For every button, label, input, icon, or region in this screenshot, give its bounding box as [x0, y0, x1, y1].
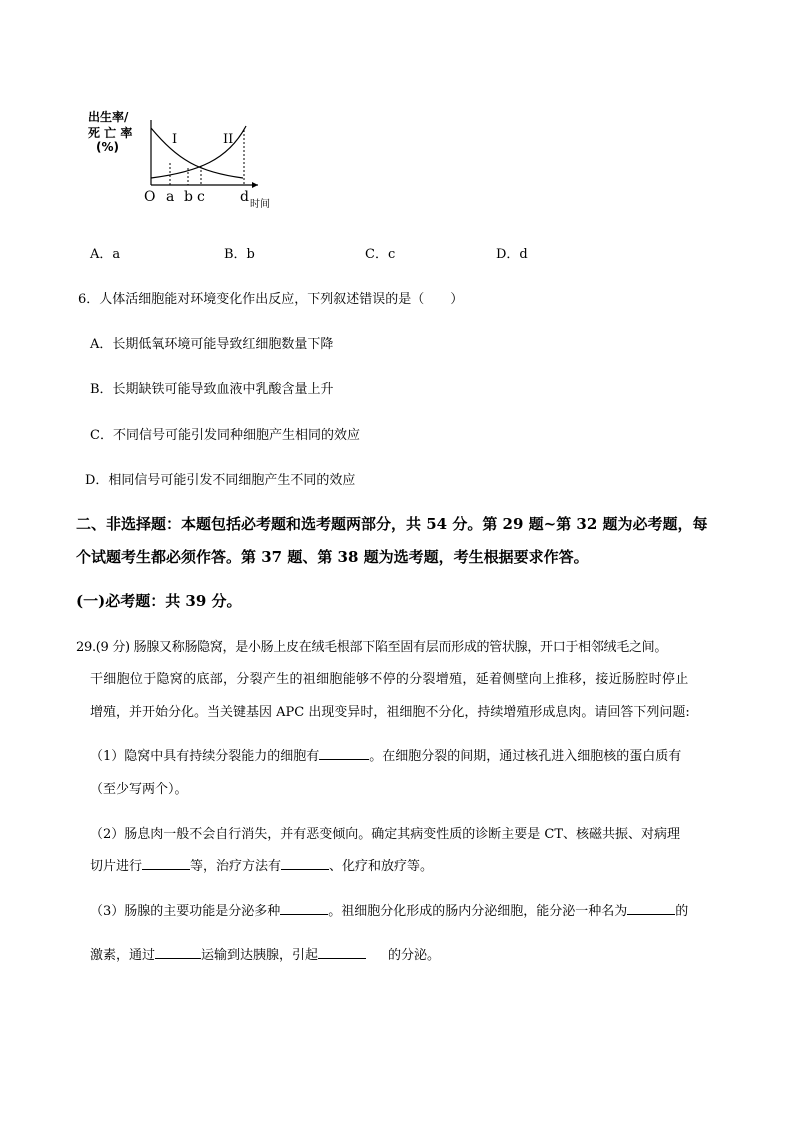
q6-option-a: A．长期低氧环境可能导致红细胞数量下降 [90, 337, 334, 352]
q29-part3-line1 [90, 900, 688, 919]
answer-blank[interactable] [155, 945, 201, 959]
q29-p3-text-e: 运输到达胰腺，引起 [201, 948, 319, 963]
graph-y-label-line3: (%) [96, 140, 119, 154]
q29-p3-text-c: 的 [675, 904, 689, 919]
q29-p1-text-b: 。在细胞分裂的间期，通过核孔进入细胞核的蛋白质有 [369, 749, 682, 764]
q29-p3-text-b: 。祖细胞分化形成的肠内分泌细胞，能分泌一种名为 [328, 904, 628, 919]
q6-option-b: B．长期缺铁可能导致血液中乳酸含量上升 [90, 382, 334, 397]
q29-part3-line2 [90, 944, 440, 963]
q5-option-c: C．c [365, 247, 396, 262]
curve-1-label: I [172, 132, 178, 147]
q29-part2-line2 [90, 855, 433, 874]
curve-2-label: II [223, 132, 234, 147]
q29-intro-line3: 增殖，并开始分化。当关键基因 APC 出现变异时，祖细胞不分化，持续增殖形成息肉。请回答下列问题: [90, 705, 690, 720]
q5-option-d: D．d [496, 247, 528, 262]
q5-option-b: B．b [224, 247, 255, 262]
answer-blank[interactable] [280, 901, 328, 915]
q6-option-d: D．相同信号可能引发不同细胞产生不同的效应 [85, 473, 356, 488]
tick-c: c [197, 189, 205, 205]
answer-blank[interactable] [142, 856, 190, 870]
answer-blank[interactable] [281, 856, 329, 870]
q29-part1-line2: （至少写两个）。 [90, 782, 188, 797]
x-axis-label: 时间 [250, 199, 270, 210]
q29-p2-text-d: 、化疗和放疗等。 [329, 859, 434, 874]
answer-blank[interactable] [627, 901, 675, 915]
graph-y-label-line1: 出生率/ [88, 110, 129, 124]
section2-heading-line2: 个试题考生都必须作答。第 37 题、第 38 题为选考题，考生根据要求作答。 [76, 548, 589, 566]
graph-y-label-line2: 死 亡 率 [88, 126, 133, 140]
q6-stem: 6．人体活细胞能对环境变化作出反应，下列叙述错误的是（ ） [78, 292, 464, 307]
q29-p2-text-c: 等，治疗方法有 [190, 859, 282, 874]
q29-intro-line1: 29.(9 分) 肠腺又称肠隐窝，是小肠上皮在绒毛根部下陷至固有层而形成的管状腺，开口于相邻绒毛之间。 [76, 640, 668, 655]
tick-d: d [240, 189, 249, 205]
q29-part2-line1: （2）肠息肉一般不会自行消失，并有恶变倾向。确定其病变性质的诊断主要是 CT、核磁共振、对病理 [90, 827, 681, 842]
q6-option-c: C．不同信号可能引发同种细胞产生相同的效应 [90, 428, 360, 443]
x-axis-arrow [252, 182, 258, 188]
q29-p3-text-a: （3）肠腺的主要功能是分泌多种 [90, 904, 281, 919]
q29-intro-line2: 干细胞位于隐窝的底部，分裂产生的祖细胞能够不停的分裂增殖，延着侧壁向上推移，接近肠腔时停止 [90, 672, 689, 687]
answer-blank[interactable] [318, 945, 366, 959]
tick-a: a [166, 189, 175, 205]
section2-subheading: (一)必考题：共 39 分。 [76, 592, 242, 610]
tick-o: O [144, 189, 156, 205]
population-graph [88, 100, 288, 215]
tick-b: b [184, 189, 193, 205]
section2-heading-line1: 二、非选择题：本题包括必考题和选考题两部分，共 54 分。第 29 题~第 32 题为必考题，每 [76, 515, 708, 533]
answer-blank[interactable] [319, 746, 369, 760]
q29-p3-text-d: 激素，通过 [90, 948, 156, 963]
q29-part1-line1 [90, 745, 681, 764]
q29-p1-text-a: （1）隐窝中具有持续分裂能力的细胞有 [90, 749, 320, 764]
q29-p3-text-f: 的分泌。 [388, 948, 441, 963]
q5-option-a: A．a [90, 247, 121, 262]
q29-p2-text-b: 切片进行 [90, 859, 143, 874]
